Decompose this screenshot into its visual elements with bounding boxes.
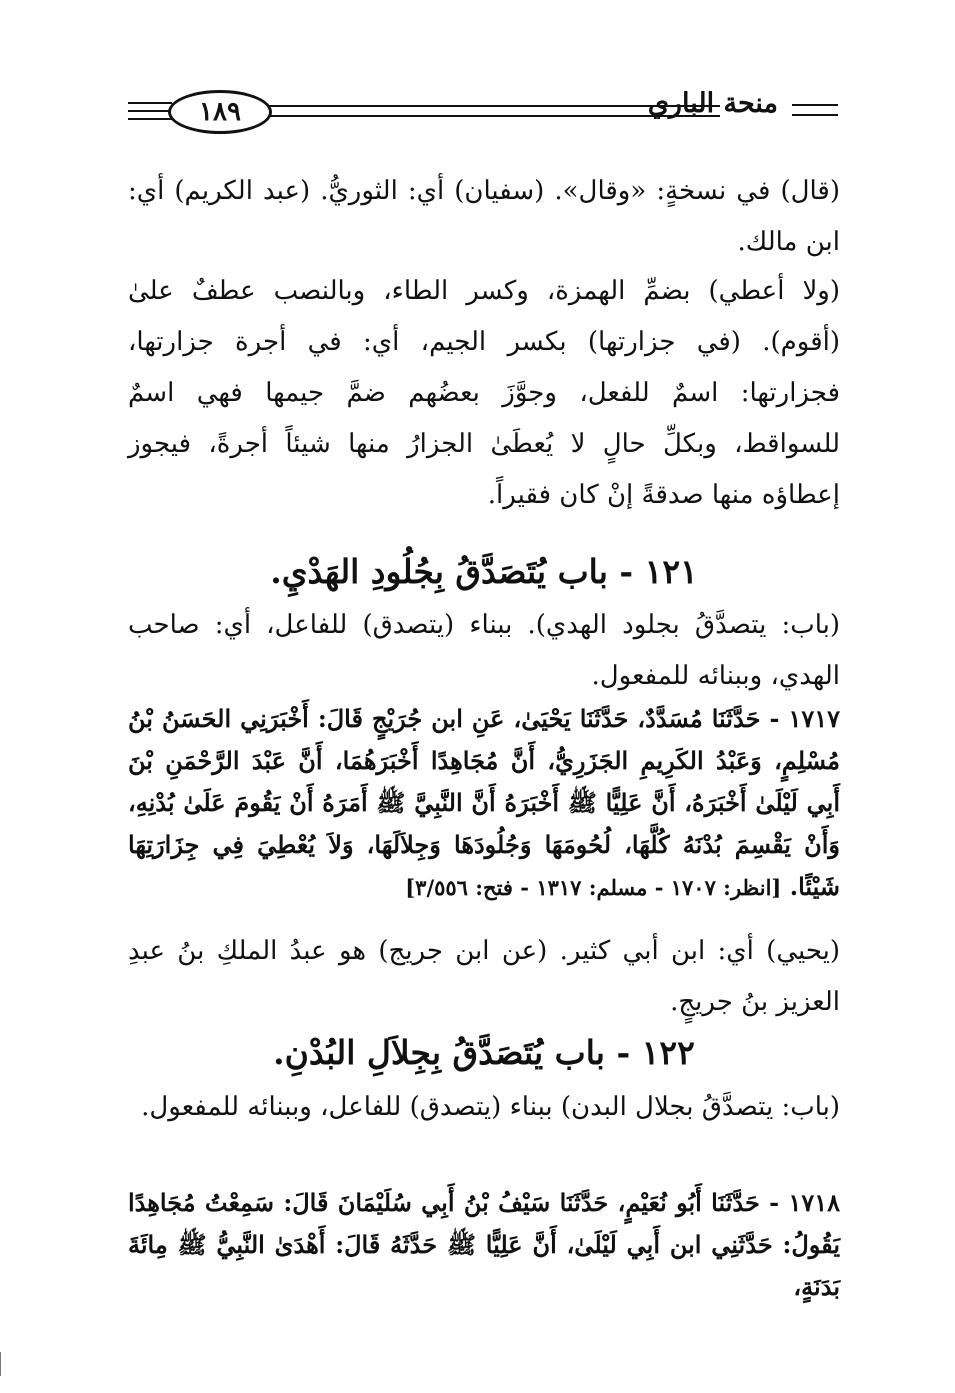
margin-mark (0, 1352, 4, 1376)
commentary-paragraph: (يحيي) أي: ابن أبي كثير. (عن ابن جريج) هو عبدُ الملكِ بنُ عبدِ العزيز بنُ جريجٍ. (128, 936, 840, 1017)
commentary-paragraph: (باب: يتصدَّقُ بجلود الهدي). ببناء (يتصدق) للفاعل، أي: صاحب الهدي، وببنائه للمفعول. (128, 610, 840, 691)
header-rule-left (128, 118, 172, 120)
chapter-heading: ١٢١ - باب يُتَصَدَّقُ بِجُلُودِ الهَدْيِ. (270, 552, 698, 591)
header-rule-right (792, 104, 838, 106)
book-title: منحة الباري (647, 88, 778, 119)
commentary-paragraph: (ولا أعطي) بضمِّ الهمزة، وكسر الطاء، وبالنصب عطفٌ علىٰ (أقوم). (في جزارتها) بكسر الجيم، أي: في أجرة جزارتها، فجزارتها: اسمٌ للفعل، وجوَّزَ بعضُهم ضمَّ جيمها فهي اسمٌ للسواقط، وبكلِّ حالٍ لا يُعطَىٰ الجزارُ منها شيئاً أجرةً، فيجوز إعطاؤه منها صدقةً إنْ كان فقيراً. (128, 276, 840, 510)
page-number: ١٨٩ (168, 90, 272, 134)
hadith-reference: [انظر: ١٧٠٧ - مسلم: ١٣١٧ - فتح: ٣/٥٥٦] (405, 875, 782, 900)
hadith-text: ١٧١٨ - حَدَّثَنَا أَبُو نُعَيْمٍ، حَدَّثَنَا سَيْفُ بْنُ أَبِي سُلَيْمَانَ قَالَ: سَمِعْتُ مُجَاهِدًا يَقُولُ: حَدَّثَنِي ابن أَبِي لَيْلَىٰ، أَنَّ عَلِيًّا ﷺ حَدَّثَهُ قَالَ: أَهْدَىٰ النَّبِيُّ ﷺ مِائَةَ بَدَنَةٍ، (128, 1188, 840, 1301)
hadith-body: ١٧١٧ - حَدَّثَنَا مُسَدَّدٌ، حَدَّثَنَا يَحْيَىٰ، عَنِ ابن جُرَيْجٍ قَالَ: أَخْبَرَنِي الحَسَنُ بْنُ مُسْلِمٍ، وَعَبْدُ الكَرِيمِ الجَزَرِيُّ، أَنَّ مُجَاهِدًا أَخْبَرَهُمَا، أَنَّ عَبْدَ الرَّحْمَنِ بْنَ أَبِي لَيْلَىٰ أَخْبَرَهُ، أَنَّ عَلِيًّا ﷺ أَخْبَرَهُ أَنَّ النَّبِيَّ ﷺ أَمَرَهُ أَنْ يَقُومَ عَلَىٰ بُدْنِهِ، وَأَنْ يَقْسِمَ بُدْنَهُ كُلَّهَا، لُحُومَهَا وَجُلُودَهَا وَجِلاَلَهَا، وَلاَ يُعْطِيَ فِي جِزَارَتِهَا شَيْئًا. (128, 704, 840, 901)
hadith-text (128, 698, 840, 909)
chapter-heading: ١٢٢ - باب يُتَصَدَّقُ بِجِلاَلِ البُدْنِ. (273, 1033, 695, 1072)
header-rule-right (792, 114, 838, 116)
running-header (128, 84, 838, 140)
commentary-paragraph: (باب: يتصدَّقُ بجلال البدن) ببناء (يتصدق) للفاعل، وببنائه للمفعول. (141, 1092, 840, 1122)
commentary-paragraph: (قال) في نسخةٍ: «وقال». (سفيان) أي: الثوريُّ. (عبد الكريم) أي: ابن مالك. (128, 176, 840, 257)
header-rule-left (128, 102, 172, 104)
header-rule-left (128, 110, 172, 112)
